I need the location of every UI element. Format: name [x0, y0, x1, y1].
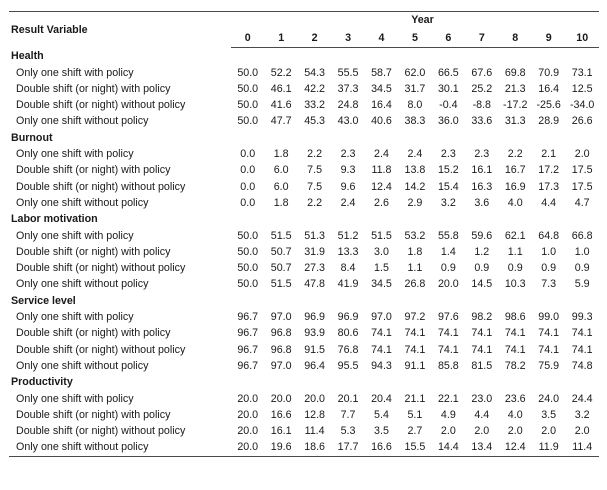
table-cell: 0.0 — [240, 180, 256, 193]
table-cell: 1.1 — [407, 262, 423, 275]
table-cell: 40.6 — [371, 115, 392, 128]
table-cell: 20.0 — [237, 392, 259, 405]
table-cell: 31.7 — [404, 82, 426, 95]
table-cell: 3.0 — [374, 245, 389, 258]
table-cell: 34.5 — [371, 278, 392, 291]
year-header-7: 7 — [465, 28, 498, 48]
section-row — [9, 48, 599, 65]
table-cell: 15.2 — [437, 164, 459, 177]
table-cell: 30.1 — [437, 82, 459, 95]
table-cell: 20.0 — [237, 408, 259, 421]
table-cell: 81.5 — [471, 359, 493, 372]
table-cell: 26.6 — [571, 115, 593, 128]
table-cell: 74.1 — [571, 343, 593, 356]
table-row — [9, 81, 599, 97]
row-label: Only one shift with policy — [16, 66, 134, 79]
year-header-10: 10 — [565, 28, 599, 48]
table-cell: 93.9 — [304, 327, 326, 340]
table-cell: 46.1 — [270, 82, 292, 95]
table-cell: 36.0 — [437, 115, 459, 128]
table-cell: 50.0 — [237, 229, 259, 242]
table-cell: 16.9 — [504, 180, 526, 193]
table-cell: 7.3 — [541, 278, 557, 291]
table-cell: 24.0 — [538, 392, 560, 405]
table-cell: 14.5 — [471, 278, 493, 291]
table-row — [9, 195, 599, 211]
table-cell: 16.4 — [538, 82, 560, 95]
table-cell: 2.0 — [440, 425, 456, 438]
year-header-3: 3 — [331, 28, 364, 48]
table-header — [9, 12, 599, 48]
row-label: Double shift (or night) with policy — [16, 164, 171, 177]
year-header-2: 2 — [298, 28, 331, 48]
table-cell: 33.6 — [471, 115, 493, 128]
row-label: Double shift (or night) without policy — [16, 99, 186, 112]
table-cell: 1.4 — [440, 245, 456, 258]
table-cell: 76.8 — [337, 343, 359, 356]
table-cell: 52.2 — [270, 66, 292, 79]
table-cell: 96.9 — [337, 311, 359, 324]
table-cell: 2.2 — [307, 148, 323, 161]
year-header-5: 5 — [398, 28, 431, 48]
table-cell: 97.6 — [437, 311, 459, 324]
table-cell: 7.7 — [340, 408, 356, 421]
year-header-8: 8 — [499, 28, 532, 48]
table-cell: 19.6 — [264, 439, 297, 456]
table-cell: 34.5 — [371, 82, 392, 95]
table-cell: 21.3 — [504, 82, 526, 95]
table-cell: 3.2 — [440, 196, 456, 209]
table-cell: 1.8 — [273, 196, 289, 209]
year-header-0: 0 — [231, 28, 264, 48]
table-cell: 31.3 — [504, 115, 526, 128]
table-cell: 98.6 — [504, 311, 526, 324]
table-cell: 53.2 — [404, 229, 426, 242]
table-row — [9, 358, 599, 374]
table-cell: 20.0 — [270, 392, 292, 405]
table-cell: -0.4 — [439, 99, 458, 112]
table-cell: 4.7 — [574, 196, 590, 209]
table-cell: 2.3 — [440, 148, 456, 161]
table-cell: 16.6 — [365, 439, 398, 456]
table-cell: 50.0 — [237, 262, 259, 275]
table-cell: 14.4 — [432, 439, 465, 456]
table-cell: 6.0 — [273, 180, 289, 193]
table-cell: 0.0 — [240, 148, 256, 161]
table-row — [9, 113, 599, 129]
table-cell: 94.3 — [371, 359, 392, 372]
table-cell: 50.0 — [237, 115, 259, 128]
row-label: Only one shift with policy — [16, 229, 134, 242]
table-cell: 58.7 — [371, 66, 392, 79]
row-label: Double shift (or night) without policy — [16, 180, 186, 193]
table-cell: 17.3 — [538, 180, 560, 193]
table-cell: 66.8 — [571, 229, 593, 242]
table-cell: 0.0 — [240, 196, 256, 209]
table-cell: 2.4 — [407, 148, 423, 161]
table-row — [9, 244, 599, 260]
table-row — [9, 179, 599, 195]
table-cell: 62.0 — [404, 66, 426, 79]
table-cell: 2.4 — [340, 196, 356, 209]
year-header-9: 9 — [532, 28, 565, 48]
table-cell: 4.4 — [541, 196, 557, 209]
table-cell: 2.7 — [407, 425, 423, 438]
table-cell: 96.8 — [270, 343, 292, 356]
table-cell: 17.5 — [571, 164, 593, 177]
section-title: Burnout — [11, 131, 53, 144]
table-cell: 97.0 — [371, 311, 392, 324]
table-cell: 20.0 — [304, 392, 326, 405]
table-cell: 74.1 — [571, 327, 593, 340]
table-cell: 74.1 — [538, 343, 560, 356]
table-cell: 16.3 — [471, 180, 493, 193]
table-cell: 96.7 — [237, 311, 259, 324]
section-row — [9, 293, 599, 309]
year-header-4: 4 — [365, 28, 398, 48]
table-row — [9, 439, 599, 456]
table-cell: 25.2 — [471, 82, 493, 95]
table-cell: -34.0 — [570, 99, 595, 112]
table-row — [9, 407, 599, 423]
table-cell: 4.0 — [507, 408, 523, 421]
table-cell: 2.2 — [307, 196, 323, 209]
row-label: Only one shift with policy — [16, 148, 134, 161]
table-cell: 74.1 — [471, 343, 493, 356]
row-label: Only one shift without policy — [9, 439, 231, 456]
table-cell: 11.4 — [304, 425, 325, 438]
table-cell: 91.5 — [304, 343, 326, 356]
table-cell: 13.8 — [404, 164, 426, 177]
table-cell: 16.7 — [504, 164, 526, 177]
table-row — [9, 260, 599, 276]
table-cell: 1.1 — [507, 245, 523, 258]
table-cell: 45.3 — [304, 115, 326, 128]
table-cell: 5.9 — [574, 278, 590, 291]
table-cell: 8.0 — [407, 99, 423, 112]
table-cell: 74.1 — [404, 343, 426, 356]
table-cell: 4.9 — [440, 408, 456, 421]
table-cell: 54.3 — [304, 66, 326, 79]
table-cell: 96.4 — [304, 359, 326, 372]
table-cell: 74.1 — [504, 343, 526, 356]
results-table — [9, 11, 599, 457]
table-cell: 0.9 — [541, 262, 557, 275]
table-cell: 2.3 — [474, 148, 490, 161]
section-row — [9, 374, 599, 390]
table-cell: 51.3 — [304, 229, 326, 242]
table-cell: 2.0 — [507, 425, 523, 438]
table-cell: 16.1 — [270, 425, 292, 438]
table-cell: 0.9 — [574, 262, 590, 275]
table-cell: 2.3 — [340, 148, 356, 161]
table-cell: 20.0 — [231, 439, 264, 456]
row-label: Only one shift with policy — [16, 311, 134, 324]
table-cell: 3.5 — [374, 425, 389, 438]
table-cell: 51.5 — [371, 229, 392, 242]
table-cell: 74.1 — [504, 327, 526, 340]
table-cell: 37.3 — [337, 82, 359, 95]
table-cell: 8.4 — [340, 262, 356, 275]
table-cell: 15.5 — [398, 439, 431, 456]
table-cell: 1.2 — [474, 245, 490, 258]
table-cell: 47.7 — [270, 115, 292, 128]
table-cell: 24.8 — [337, 99, 359, 112]
table-cell: 16.6 — [270, 408, 292, 421]
table-cell: 51.5 — [270, 229, 292, 242]
table-cell: 2.9 — [407, 196, 423, 209]
table-cell: 3.6 — [474, 196, 490, 209]
table-cell: 12.4 — [371, 180, 392, 193]
table-cell: 4.0 — [507, 196, 523, 209]
table-cell: 28.9 — [538, 115, 560, 128]
table-cell: 2.2 — [507, 148, 523, 161]
table-cell: 2.4 — [374, 148, 389, 161]
table-cell: 6.0 — [273, 164, 289, 177]
table-cell: 50.7 — [270, 245, 292, 258]
table-cell: 59.6 — [471, 229, 493, 242]
result-variable-header: Result Variable — [9, 12, 231, 48]
table-cell: 22.1 — [437, 392, 459, 405]
table-cell: 7.5 — [307, 180, 323, 193]
table-cell: 74.1 — [371, 327, 392, 340]
year-group-header: Year — [231, 12, 599, 29]
table-cell: 74.8 — [571, 359, 593, 372]
table-row — [9, 423, 599, 439]
table-cell: 74.1 — [538, 327, 560, 340]
table-cell: 91.1 — [404, 359, 426, 372]
table-cell: 2.1 — [541, 148, 557, 161]
table-cell: 97.2 — [404, 311, 426, 324]
table-cell: 1.0 — [574, 245, 590, 258]
table-cell: 50.0 — [237, 278, 259, 291]
table-row — [9, 162, 599, 178]
table-cell: 74.1 — [471, 327, 493, 340]
table-cell: 43.0 — [337, 115, 359, 128]
table-cell: 12.5 — [571, 82, 593, 95]
table-cell: 13.4 — [465, 439, 498, 456]
table-row — [9, 309, 599, 325]
table-cell: 4.4 — [474, 408, 490, 421]
table-cell: 20.0 — [237, 425, 259, 438]
table-cell: 74.1 — [437, 327, 459, 340]
row-label: Only one shift without policy — [16, 278, 149, 291]
table-cell: 11.9 — [532, 439, 565, 456]
row-label: Double shift (or night) without policy — [16, 262, 186, 275]
section-row — [9, 130, 599, 146]
table-cell: 0.9 — [507, 262, 523, 275]
table-cell: 2.6 — [374, 196, 389, 209]
table-row — [9, 391, 599, 407]
table-cell: 31.9 — [304, 245, 326, 258]
table-cell: 73.1 — [571, 66, 593, 79]
table-cell: 0.0 — [240, 164, 256, 177]
row-label: Only one shift without policy — [16, 115, 149, 128]
table-cell: 2.0 — [541, 425, 557, 438]
table-cell: 96.9 — [304, 311, 326, 324]
section-title: Productivity — [11, 376, 73, 389]
table-cell: 17.7 — [331, 439, 364, 456]
table-cell: 14.2 — [404, 180, 426, 193]
section-title: Service level — [11, 294, 76, 307]
table-cell: 41.6 — [270, 99, 292, 112]
table-cell: 20.1 — [337, 392, 359, 405]
table-cell: 74.1 — [404, 327, 426, 340]
table-cell: 5.4 — [374, 408, 389, 421]
table-cell: 69.8 — [504, 66, 526, 79]
table-cell: 80.6 — [337, 327, 359, 340]
table-cell: 9.3 — [340, 164, 356, 177]
table-cell: 0.9 — [474, 262, 490, 275]
table-cell: 95.5 — [337, 359, 359, 372]
table-cell: 17.2 — [538, 164, 560, 177]
table-cell: 38.3 — [404, 115, 426, 128]
table-cell: 50.0 — [237, 99, 259, 112]
table-cell: 11.8 — [371, 164, 392, 177]
table-cell: 75.9 — [538, 359, 560, 372]
table-cell: 42.2 — [304, 82, 326, 95]
row-label: Only one shift without policy — [16, 359, 149, 372]
table-cell: 47.8 — [304, 278, 326, 291]
table-cell: 2.0 — [574, 148, 590, 161]
table-cell: 97.0 — [270, 359, 292, 372]
table-cell: 5.1 — [407, 408, 423, 421]
table-cell: 74.1 — [371, 343, 392, 356]
table-cell: 16.1 — [471, 164, 493, 177]
results-table-container — [9, 11, 599, 457]
table-cell: 5.3 — [340, 425, 356, 438]
table-cell: 21.1 — [404, 392, 426, 405]
table-cell: 41.9 — [337, 278, 359, 291]
table-cell: 26.8 — [404, 278, 426, 291]
table-cell: 12.8 — [304, 408, 326, 421]
table-cell: 20.0 — [437, 278, 459, 291]
table-cell: 50.0 — [237, 82, 259, 95]
table-row — [9, 228, 599, 244]
table-cell: 67.6 — [471, 66, 493, 79]
table-cell: 16.4 — [371, 99, 392, 112]
table-cell: 97.0 — [270, 311, 292, 324]
table-cell: 23.6 — [504, 392, 526, 405]
table-cell: 64.8 — [538, 229, 560, 242]
table-cell: 10.3 — [504, 278, 526, 291]
year-header-1: 1 — [264, 28, 297, 48]
table-cell: 96.7 — [237, 327, 259, 340]
table-cell: 27.3 — [304, 262, 326, 275]
table-cell: 1.0 — [541, 245, 557, 258]
row-label: Double shift (or night) with policy — [16, 245, 171, 258]
table-cell: -25.6 — [536, 99, 561, 112]
table-cell: 18.6 — [298, 439, 331, 456]
table-row — [9, 97, 599, 113]
table-cell: 7.5 — [307, 164, 323, 177]
table-cell: 50.7 — [270, 262, 292, 275]
table-cell: 78.2 — [504, 359, 526, 372]
row-label: Double shift (or night) with policy — [16, 82, 171, 95]
table-cell: 96.7 — [237, 343, 259, 356]
row-label: Only one shift with policy — [16, 392, 134, 405]
row-label: Double shift (or night) without policy — [16, 425, 186, 438]
table-cell: 74.1 — [437, 343, 459, 356]
table-cell: 96.8 — [270, 327, 292, 340]
table-cell: 98.2 — [471, 311, 493, 324]
table-cell: 15.4 — [437, 180, 459, 193]
section-title: Health — [11, 50, 44, 63]
year-header-6: 6 — [432, 28, 465, 48]
table-cell: 62.1 — [504, 229, 526, 242]
section-title: Labor motivation — [11, 213, 98, 226]
section-row — [9, 211, 599, 227]
table-cell: 1.8 — [273, 148, 289, 161]
table-cell: -17.2 — [503, 99, 528, 112]
table-cell: 99.0 — [538, 311, 560, 324]
table-cell: 17.5 — [571, 180, 593, 193]
row-label: Double shift (or night) with policy — [16, 327, 171, 340]
table-cell: 2.0 — [574, 425, 590, 438]
table-cell: 9.6 — [340, 180, 356, 193]
table-cell: 12.4 — [499, 439, 532, 456]
table-cell: 96.7 — [237, 359, 259, 372]
table-cell: 51.5 — [270, 278, 292, 291]
table-cell: 55.5 — [337, 66, 359, 79]
table-cell: 2.0 — [474, 425, 490, 438]
table-cell: 1.8 — [407, 245, 423, 258]
table-cell: 66.5 — [437, 66, 459, 79]
table-row — [9, 325, 599, 341]
table-cell: 13.3 — [337, 245, 359, 258]
table-cell: 1.5 — [374, 262, 389, 275]
table-row — [9, 276, 599, 292]
table-cell: 33.2 — [304, 99, 326, 112]
row-label: Double shift (or night) without policy — [16, 343, 186, 356]
table-cell: 50.0 — [237, 245, 259, 258]
table-cell: 51.2 — [337, 229, 359, 242]
table-cell: 23.0 — [471, 392, 493, 405]
table-cell: 70.9 — [538, 66, 560, 79]
table-cell: 50.0 — [237, 66, 259, 79]
table-cell: 3.5 — [541, 408, 557, 421]
table-cell: 20.4 — [371, 392, 392, 405]
table-row — [9, 146, 599, 162]
table-cell: 55.8 — [437, 229, 459, 242]
table-cell: 0.9 — [440, 262, 456, 275]
table-cell: 11.4 — [565, 439, 599, 456]
row-label: Only one shift without policy — [16, 196, 149, 209]
table-cell: 3.2 — [574, 408, 590, 421]
row-label: Double shift (or night) with policy — [16, 408, 171, 421]
table-cell: 85.8 — [437, 359, 459, 372]
table-body — [9, 48, 599, 456]
header-row-year — [9, 12, 599, 29]
table-row — [9, 65, 599, 81]
table-cell: -8.8 — [472, 99, 491, 112]
table-cell: 99.3 — [571, 311, 593, 324]
table-row — [9, 342, 599, 358]
table-cell: 24.4 — [571, 392, 593, 405]
